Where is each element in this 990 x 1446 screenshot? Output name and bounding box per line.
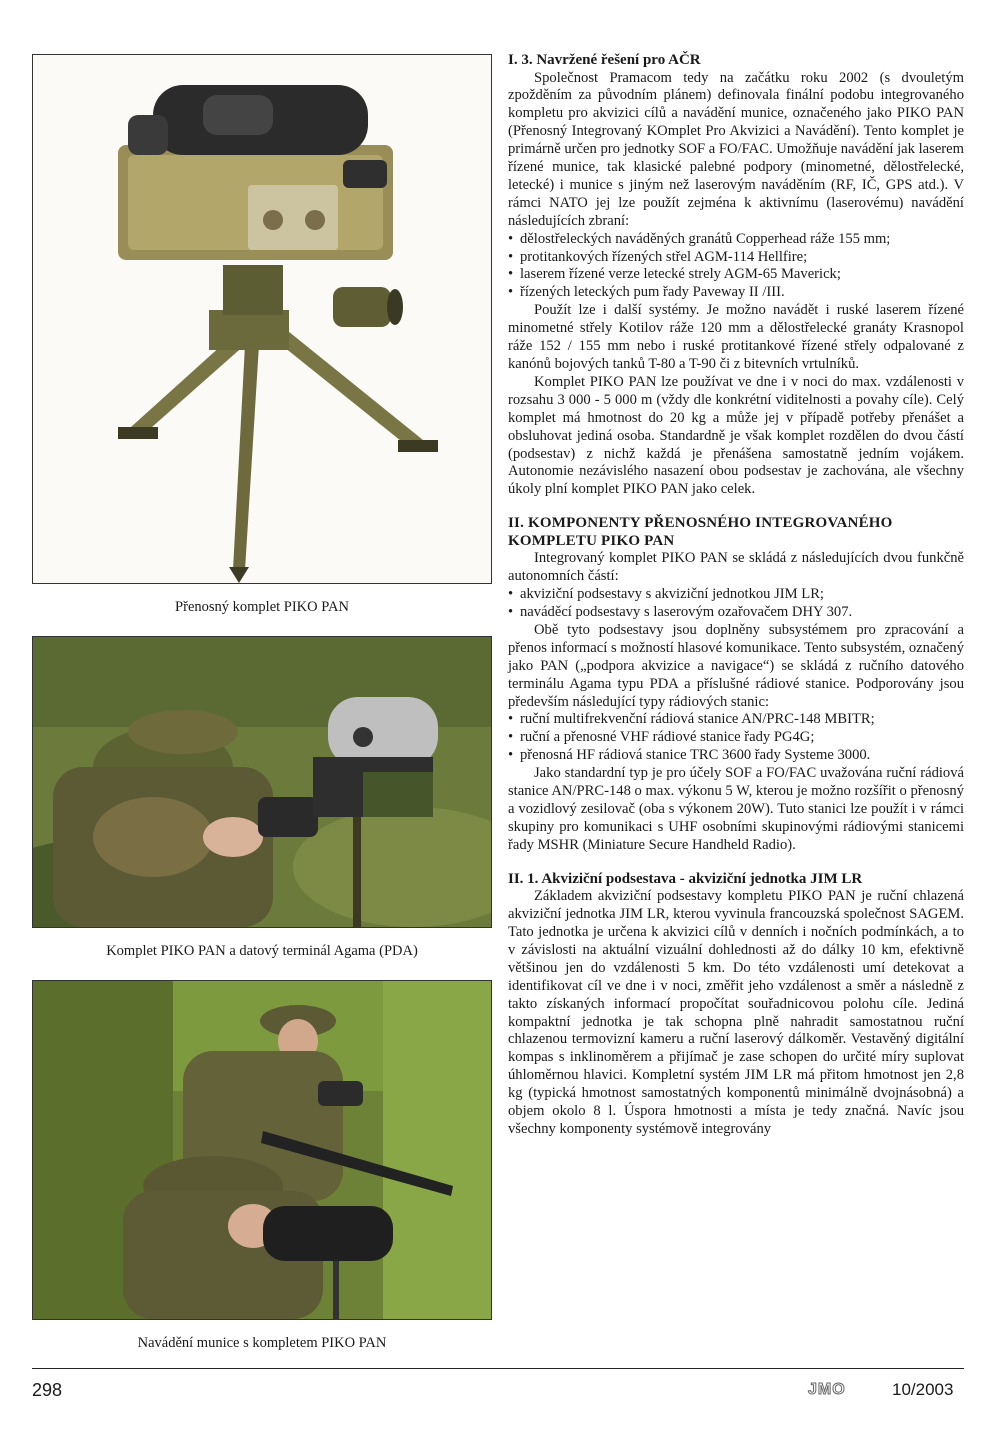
section1-paragraph-3: Komplet PIKO PAN lze používat ve dne i v noci do max. vzdálenosti v rozsahu 3 000 - 5 000 m (vždy dle konkrétní viditelnosti a povahy cíle). Celý komplet má hmotnost do 20 kg a může jej v případě potřeby přenášet a obsluhovat jediná osoba. Standardně je však komplet rozdělen do dvou částí (podsestav) z nichž každá je přenášena samostatně jedním vojákem. Autonomie nezávislého nasazení obou podsestav je zachována, ale všechny úkoly plní komplet PIKO PAN jako celek. [508, 373, 964, 498]
list-item: • protitankových řízených střel AGM-114 Hellfire; [508, 249, 964, 267]
list-item: • přenosná HF rádiová stanice TRC 3600 řady Systeme 3000. [508, 747, 964, 765]
list-item: • akviziční podsestavy s akviziční jednotkou JIM LR; [508, 586, 964, 604]
section1-weapons-list [508, 231, 964, 303]
section2-paragraph-3: Jako standardní typ je pro účely SOF a FO/FAC uvažována ruční rádiová stanice AN/PRC-148 o max. výkonu 5 W, kterou je možno rozšířit o přenosný a vozidlový zesilovač (oba s výkonem 20W). Tuto stanici lze použít i v rámci skupiny pro komunikaci s UHF osobními skupinovými rádiovými stanicemi řady MSHR (Miniature Secure Handheld Radio). [508, 765, 964, 853]
section2-radios-list [508, 711, 964, 765]
tripod-illustration [33, 55, 491, 583]
soldiers-guidance-illustration [33, 981, 491, 1319]
section2-subsets-list [508, 586, 964, 622]
section3-heading: II. 1. Akviziční podsestava - akviziční jednotka JIM LR [508, 870, 863, 887]
article-column [508, 52, 964, 1139]
section2-paragraph-2: Obě tyto podsestavy jsou doplněny subsystémem pro zpracování a přenos informací s možností hlasové komunikace. Tento subsystém, označený jako PAN („podpora akvizice a navigace“) se skládá z ručního datového terminálu Agama typu PDA a příslušné rádiové stanice. Podporovány jsou především následující typy rádiových stanic: [508, 621, 964, 710]
list-item: • dělostřeleckých naváděných granátů Copperhead ráže 155 mm; [508, 231, 964, 249]
caption-photo2: Komplet PIKO PAN a datový terminál Agama (PDA) [106, 943, 418, 959]
photo-soldiers-guidance [32, 980, 492, 1320]
section1-paragraph-1: Společnost Pramacom tedy na začátku roku 2002 (s dvouletým zpožděním za původním plánem) definovala finální podobu integrovaného kompletu pro akvizici cílů a navádění munice, označeného jako PIKO PAN (Přenosný Integrovaný KOmplet Pro Akvizici a Navádění). Tento komplet je primárně určen pro jednotky SOF a FO/FAC. Umožňuje navádění jak laserem řízené munice, tak klasické palebné podpory (minometné, dělostřelecké, letecké) i munice s jiným než laserovým naváděním (RF, IČ, GPS atd.). V rámci NATO jej lze použít zejména k aktivnímu (laserovému) navádění následujících zbraní: [508, 69, 964, 229]
footer-rule [32, 1368, 964, 1369]
page-number: 298 [32, 1380, 63, 1400]
photo-soldiers-pda [32, 636, 492, 928]
list-item: • naváděcí podsestavy s laserovým ozařovačem DHY 307. [508, 604, 964, 622]
list-item: • laserem řízené verze letecké strely AGM-65 Maverick; [508, 266, 964, 284]
caption-photo1: Přenosný komplet PIKO PAN [175, 599, 349, 615]
section2-paragraph-1: Integrovaný komplet PIKO PAN se skládá z následujících dvou funkčně autonomních částí: [508, 550, 964, 585]
section2-heading: II. KOMPONENTY PŘENOSNÉHO INTEGROVANÉHO KOMPLETU PIKO PAN [508, 515, 893, 549]
photo-tripod-device [32, 54, 492, 584]
section1-heading: I. 3. Navržené řešení pro AČR [508, 52, 701, 68]
list-item: • ruční multifrekvenční rádiová stanice AN/PRC-148 MBITR; [508, 711, 964, 729]
section3-paragraph-1: Základem akviziční podsestavy kompletu PIKO PAN je ruční chlazená akviziční jednotka JIM LR, kterou vyvinula francouzská společnost SAGEM. Tato jednotka je určena k akvizici cílů v denních i nočních podmínkách, a to v závislosti na aktuální vizuální dohlednosti až do dálky 10 km, efektivně většinou jen do vzdálenosti 5 km. Do této vzdálenosti umí detekovat a identifikovat cíl ve dne i v noci, změřit jeho vzdálenost a směr a následně z takto získaných informací propočítat souřadnicovou polohu cíle. Jediná kompaktní jednotka je tak schopna plně nahradit samostatnou ruční chlazenou termovizní kameru a ruční laserový dálkoměr. Vestavěný digitální kompas s inklinoměrem a přijímač je zase schopen do určité míry suplovat úhloměrnou hlavici. Kompletní systém JIM LR má přitom hmotnost jen 2,8 kg (typická hmotnost samostatných komponentů minimálně dvojnásobná) a objem okolo 8 l. Úspora hmotnosti a místa je tedy značná. Navíc jsou všechny komponenty systémově integrovány [508, 888, 964, 1137]
issue-number: 10/2003 [892, 1380, 954, 1399]
list-item: • řízených leteckých pum řady Paveway II /III. [508, 284, 964, 302]
photo-column [32, 54, 492, 1372]
list-item: • ruční a přenosné VHF rádiové stanice řady PG4G; [508, 729, 964, 747]
caption-photo3: Navádění munice s kompletem PIKO PAN [137, 1335, 387, 1351]
soldiers-pda-illustration [33, 637, 491, 927]
journal-logo: JMO [808, 1381, 846, 1398]
section1-paragraph-2: Použít lze i další systémy. Je možno navádět i ruské laserem řízené minometné střely Kotilov ráže 120 mm a dělostřelecké granáty Krasnopol ráže 152 / 155 mm nebo i ruské protitankové řízené střely odpalované z kanónů bojových tanků T-80 a T-90 či z bitevních vrtulníků. [508, 302, 964, 372]
